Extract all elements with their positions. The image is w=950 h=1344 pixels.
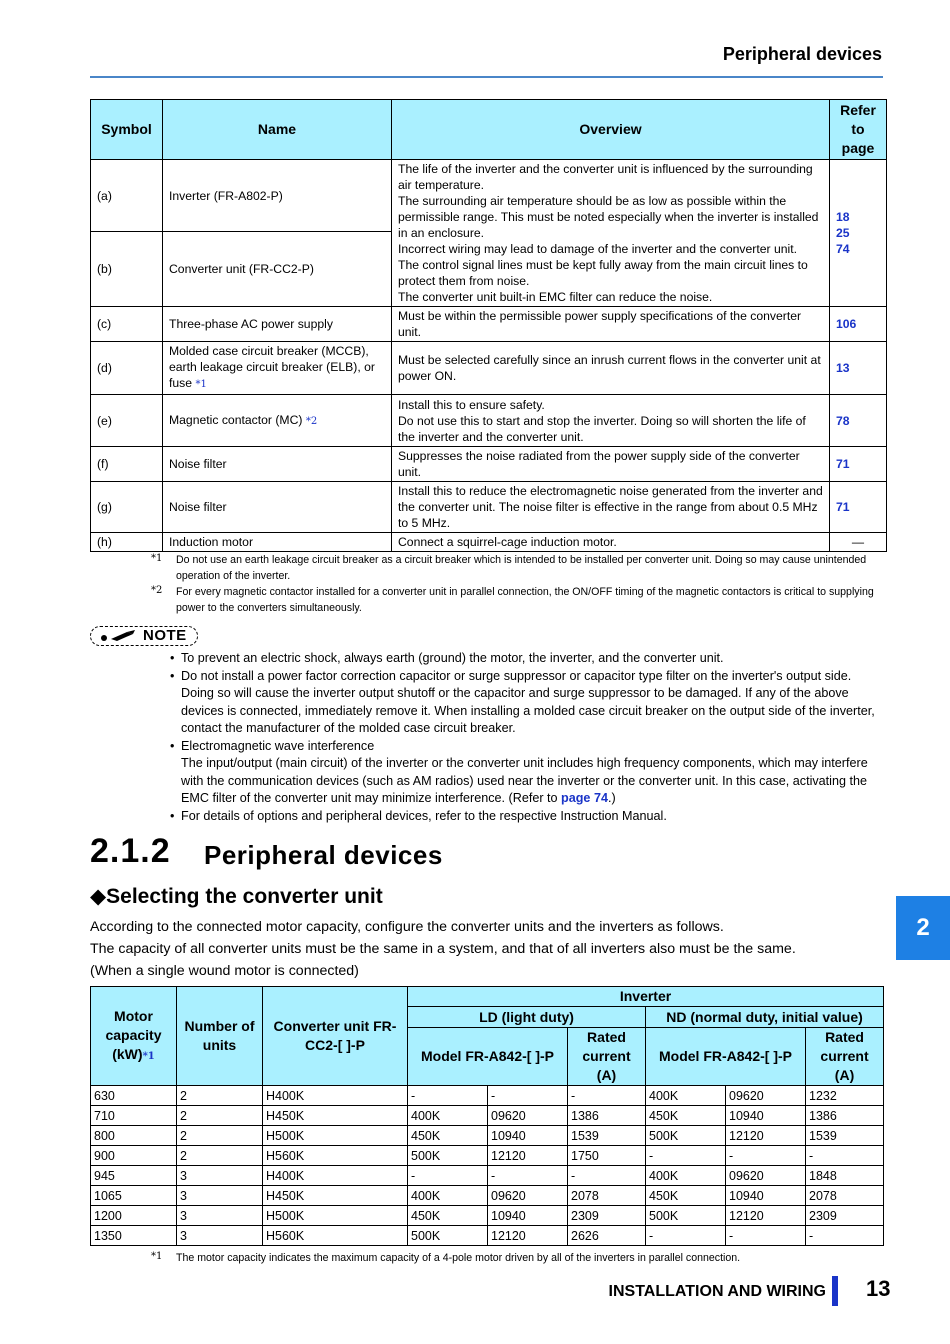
table-row: [91, 533, 887, 552]
table-cell: 09620: [488, 1186, 568, 1206]
row-refer: —: [830, 533, 887, 552]
table-cell: H500K: [263, 1206, 408, 1226]
footer-rule: [832, 1276, 838, 1306]
col-header-converter: Converter unit FR-CC2-[ ]-P: [263, 987, 408, 1086]
note-item: • For details of options and peripheral devices, refer to the respective Instruction Manual.: [170, 808, 667, 823]
table-cell: -: [488, 1166, 568, 1186]
table-cell: 3: [177, 1226, 263, 1246]
table-cell: 12120: [726, 1126, 806, 1146]
table-row: [91, 1226, 884, 1246]
table-row: [91, 482, 887, 533]
note-item: • Electromagnetic wave interference The input/output (main circuit) of the inverter or the converter unit includes high frequency components, which may interfere with the communication devices (such as AM radios) used near the inverter or the converter unit. In this case, activating the EMC filter of the converter unit may minimize interference. (Refer to page 74.): [170, 738, 868, 805]
table-cell: 400K: [408, 1186, 488, 1206]
table-row: [91, 1106, 884, 1126]
row-name: Noise filter: [163, 447, 392, 482]
row-name: Induction motor: [163, 533, 392, 552]
footnote-text: The motor capacity indicates the maximum capacity of a 4-pole motor driven by all of the inverters in parallel connection.: [176, 1252, 741, 1264]
table-cell: -: [568, 1166, 646, 1186]
table-cell: 3: [177, 1166, 263, 1186]
table-cell: 450K: [408, 1126, 488, 1146]
table-cell: H500K: [263, 1126, 408, 1146]
table-cell: 1848: [806, 1166, 884, 1186]
col-header-ld: LD (light duty): [408, 1007, 646, 1028]
row-symbol: (g): [91, 482, 163, 533]
table-cell: 12120: [488, 1226, 568, 1246]
table-cell: -: [568, 1086, 646, 1106]
row-name: Converter unit (FR-CC2-P): [163, 232, 392, 307]
row-refer-link[interactable]: 71: [830, 447, 887, 482]
table-cell: 1350: [91, 1226, 177, 1246]
col-header-units: Number of units: [177, 987, 263, 1086]
table-cell: 800: [91, 1126, 177, 1146]
table-cell: 2: [177, 1126, 263, 1146]
table-cell: 2: [177, 1086, 263, 1106]
table-cell: 1386: [806, 1106, 884, 1126]
table-cell: 3: [177, 1206, 263, 1226]
table-cell: 2309: [568, 1206, 646, 1226]
table-cell: -: [408, 1166, 488, 1186]
paragraph: (When a single wound motor is connected): [90, 963, 359, 979]
table-cell: 900: [91, 1146, 177, 1166]
table-cell: 1200: [91, 1206, 177, 1226]
header-rule: [90, 76, 883, 78]
table-cell: 2078: [568, 1186, 646, 1206]
table-cell: 09620: [726, 1166, 806, 1186]
col-header-inverter: Inverter: [408, 987, 884, 1007]
table-cell: 630: [91, 1086, 177, 1106]
table-cell: 400K: [408, 1106, 488, 1126]
col-header-overview: Overview: [392, 100, 830, 160]
table-cell: H450K: [263, 1106, 408, 1126]
col-header-nd-rated: Rated current (A): [806, 1028, 884, 1086]
table-cell: -: [806, 1226, 884, 1246]
row-name: Inverter (FR-A802-P): [163, 160, 392, 232]
table-row: [91, 1166, 884, 1186]
table-cell: 1750: [568, 1146, 646, 1166]
note-item: • Do not install a power factor correction capacitor or surge suppressor or capacitor type filter on the inverter's output side. Doing so will cause the inverter output shutoff or the capacitor and surge suppressor to be damaged. If any of the above devices is connected, immediately remove it. When installing a molded case circuit breaker on the output side of the inverter, contact the manufacturer of the molded case circuit breaker.: [170, 668, 875, 735]
col-header-refer: Refer to page: [830, 100, 887, 160]
table-row: [91, 395, 887, 447]
table-cell: -: [488, 1086, 568, 1106]
table-cell: 12120: [726, 1206, 806, 1226]
section-title: Peripheral devices: [204, 840, 443, 870]
row-name: Molded case circuit breaker (MCCB), earth leakage circuit breaker (ELB), or fuse *1: [163, 342, 392, 395]
page-number: 13: [866, 1276, 891, 1301]
table-cell: -: [806, 1146, 884, 1166]
col-header-ld-rated: Rated current (A): [568, 1028, 646, 1086]
table-cell: H560K: [263, 1226, 408, 1246]
table-row: [91, 1146, 884, 1166]
row-overview: Install this to reduce the electromagnetic noise generated from the inverter and the converter unit. The noise filter is effective in the range from about 0.5 MHz to 5 MHz.: [392, 482, 830, 533]
table-cell: 2626: [568, 1226, 646, 1246]
paragraph: The capacity of all converter units must be the same in a system, and that of all inverters also must be the same.: [90, 941, 796, 957]
row-symbol: (f): [91, 447, 163, 482]
table-cell: 500K: [646, 1126, 726, 1146]
row-overview: Connect a squirrel-cage induction motor.: [392, 533, 830, 552]
row-overview: Install this to ensure safety. Do not use this to start and stop the inverter. Doing so will shorten the life of the inverter and the converter unit.: [392, 395, 830, 447]
table-cell: -: [646, 1226, 726, 1246]
peripheral-devices-table: [90, 99, 887, 552]
subsection-title: ◆Selecting the converter unit: [90, 885, 383, 908]
table-cell: 2: [177, 1106, 263, 1126]
row-name: Noise filter: [163, 482, 392, 533]
table-cell: 450K: [408, 1206, 488, 1226]
row-symbol: (c): [91, 307, 163, 342]
section-number: 2.1.2: [90, 832, 171, 870]
table-cell: 10940: [726, 1186, 806, 1206]
table-cell: 2: [177, 1146, 263, 1166]
table-cell: 12120: [488, 1146, 568, 1166]
chapter-tab-marker[interactable]: 2: [896, 896, 950, 960]
table-cell: 945: [91, 1166, 177, 1186]
row-refer-merged[interactable]: 18 25 74: [830, 160, 887, 307]
footnote-mark: *1: [151, 1251, 163, 1262]
footnote-mark: *2: [151, 585, 163, 596]
row-symbol: (a): [91, 160, 163, 232]
note-item: • To prevent an electric shock, always earth (ground) the motor, the inverter, and the converter unit.: [170, 651, 724, 665]
row-overview: Suppresses the noise radiated from the power supply side of the converter unit.: [392, 447, 830, 482]
table-cell: 500K: [408, 1146, 488, 1166]
row-refer-link[interactable]: 78: [830, 395, 887, 447]
converter-selection-table: [90, 986, 884, 1246]
table-cell: 710: [91, 1106, 177, 1126]
table-cell: 2309: [806, 1206, 884, 1226]
table-cell: 09620: [726, 1086, 806, 1106]
table-cell: 500K: [408, 1226, 488, 1246]
page-header-title: Peripheral devices: [722, 44, 882, 64]
table-cell: 10940: [488, 1206, 568, 1226]
row-symbol: (b): [91, 232, 163, 307]
table-cell: -: [408, 1086, 488, 1106]
footer-chapter-title: INSTALLATION AND WIRING: [608, 1283, 826, 1300]
table-cell: H560K: [263, 1146, 408, 1166]
footnote-ref[interactable]: *2: [305, 415, 318, 427]
table-cell: 500K: [646, 1206, 726, 1226]
row-refer-link[interactable]: 106: [830, 307, 887, 342]
col-header-nd: ND (normal duty, initial value): [646, 1007, 884, 1028]
note-label: NOTE: [143, 627, 187, 644]
table-cell: H400K: [263, 1086, 408, 1106]
table-cell: 450K: [646, 1106, 726, 1126]
note-badge: [90, 626, 198, 646]
footnote-text: For every magnetic contactor installed for a converter unit in parallel connection, the ON/OFF timing of the magnetic contactors is critical to supplying power to the converters simultaneously.: [176, 586, 874, 614]
row-refer-link[interactable]: 71: [830, 482, 887, 533]
table-cell: 450K: [646, 1186, 726, 1206]
row-refer-link[interactable]: 13: [830, 342, 887, 395]
col-header-nd-model: Model FR-A842-[ ]-P: [646, 1028, 806, 1086]
row-symbol: (e): [91, 395, 163, 447]
table-row: [91, 1206, 884, 1226]
table-cell: 2078: [806, 1186, 884, 1206]
row-overview-merged: The life of the inverter and the converter unit is influenced by the surrounding air temperature. The surrounding air temperature should be as low as possible within the permissible range. This must be noted especially when the inverter is installed in an enclosure. Incorrect wiring may lead to damage of the inverter and the converter unit. The control signal lines must be kept fully away from the main circuit lines to protect them from noise. The converter unit built-in EMC filter can reduce the noise.: [392, 160, 830, 307]
table-cell: 1232: [806, 1086, 884, 1106]
paragraph: According to the connected motor capacity, configure the converter units and the inverters as follows.: [90, 919, 724, 935]
footnote-text: Do not use an earth leakage circuit breaker as a circuit breaker which is intended to be installed per converter unit. Doing so may cause unintended operation of the inverter.: [176, 554, 867, 582]
table-cell: 10940: [726, 1106, 806, 1126]
table-cell: H400K: [263, 1166, 408, 1186]
row-name: Three-phase AC power supply: [163, 307, 392, 342]
table-cell: 09620: [488, 1106, 568, 1126]
table-cell: 1065: [91, 1186, 177, 1206]
table-row: [91, 1086, 884, 1106]
row-symbol: (d): [91, 342, 163, 395]
table-row: [91, 342, 887, 395]
row-overview: Must be selected carefully since an inrush current flows in the converter unit at power ON.: [392, 342, 830, 395]
table-row: [91, 447, 887, 482]
col-header-symbol: Symbol: [91, 100, 163, 160]
col-header-motor-capacity: Motor capacity (kW)*1: [91, 987, 177, 1086]
row-overview: Must be within the permissible power supply specifications of the converter unit.: [392, 307, 830, 342]
table-cell: 1539: [806, 1126, 884, 1146]
table-cell: 400K: [646, 1086, 726, 1106]
row-symbol: (h): [91, 533, 163, 552]
footnote-mark: *1: [151, 553, 163, 564]
table-cell: 3: [177, 1186, 263, 1206]
footnote-ref[interactable]: *1: [195, 379, 207, 390]
table-cell: -: [646, 1146, 726, 1166]
footnote-ref[interactable]: *1: [142, 1050, 155, 1062]
table-cell: -: [726, 1226, 806, 1246]
table-cell: 400K: [646, 1166, 726, 1186]
table-row: [91, 1186, 884, 1206]
pen-icon: [99, 629, 139, 643]
col-header-name: Name: [163, 100, 392, 160]
table-cell: 1539: [568, 1126, 646, 1146]
col-header-ld-model: Model FR-A842-[ ]-P: [408, 1028, 568, 1086]
table-row: [91, 1126, 884, 1146]
table-row: [91, 307, 887, 342]
table-cell: 1386: [568, 1106, 646, 1126]
table-cell: -: [726, 1146, 806, 1166]
table-cell: 10940: [488, 1126, 568, 1146]
row-name: Magnetic contactor (MC) *2: [163, 395, 392, 447]
table-row: [91, 160, 887, 232]
note-list: [170, 650, 885, 825]
page-link[interactable]: page 74: [561, 791, 608, 805]
table-cell: H450K: [263, 1186, 408, 1206]
